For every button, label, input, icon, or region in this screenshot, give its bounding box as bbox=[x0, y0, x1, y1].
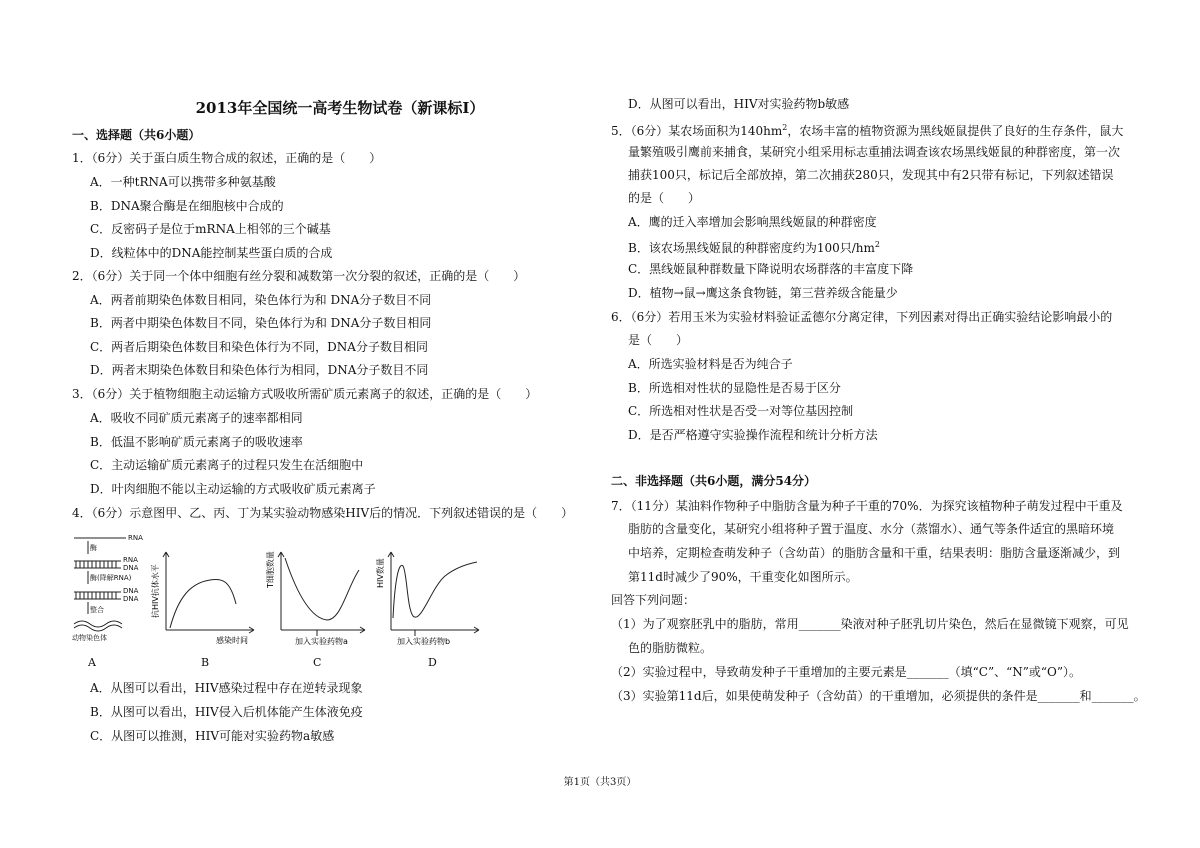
section-heading-2: 二、非选择题（共6小题，满分54分） bbox=[611, 474, 817, 488]
q2-option-b: B．两者中期染色体数目不同，染色体行为和 DNA分子数目相同 bbox=[90, 316, 432, 330]
q4-option-d: D．从图可以看出，HIV对实验药物b敏感 bbox=[628, 97, 850, 111]
fig-a-rna2: RNA bbox=[123, 556, 138, 564]
q5-option-d: D．植物→鼠→鹰这条食物链，第三营养级含能量少 bbox=[628, 286, 898, 300]
figure-label-a: A bbox=[88, 656, 96, 669]
q1-option-b: B．DNA聚合酶是在细胞核中合成的 bbox=[90, 199, 284, 213]
q3-stem: 3．（6分）关于植物细胞主动运输方式吸收所需矿质元素离子的叙述，正确的是（ ） bbox=[72, 387, 538, 401]
fig-a-enzyme: 酶 bbox=[90, 544, 97, 552]
q2-option-a: A．两者前期染色体数目相同，染色体行为和 DNA分子数目不同 bbox=[90, 293, 432, 307]
q3-option-a: A．吸收不同矿质元素离子的速率都相同 bbox=[90, 411, 303, 425]
page-title: 2013年全国统一高考生物试卷（新课标Ⅰ） bbox=[195, 99, 485, 117]
fig-b-ylabel: 抗HIV抗体水平 bbox=[151, 564, 160, 618]
fig-a-rna: RNA bbox=[128, 534, 143, 542]
q7-line-2: 脂肪的含量变化，某研究小组将种子置于温度、水分（蒸馏水）、通气等条件适宜的黑暗环境 bbox=[628, 522, 1115, 536]
fig-c-xlabel: 加入实验药物a bbox=[295, 637, 348, 646]
q7-sub-1-cont: 色的脂肪微粒。 bbox=[628, 641, 713, 655]
q2-stem: 2．（6分）关于同一个体中细胞有丝分裂和减数第一次分裂的叙述，正确的是（ ） bbox=[72, 269, 526, 283]
fig-a-dna2: DNA bbox=[123, 587, 139, 595]
q7-sub-2: （2）实验过程中，导致萌发种子干重增加的主要元素是_______（填“C”、“N”或“O”）。 bbox=[611, 665, 1081, 679]
q3-option-c: C．主动运输矿质元素离子的过程只发生在活细胞中 bbox=[90, 458, 364, 472]
figure-d-chart bbox=[375, 548, 485, 648]
fig-a-dna1: DNA bbox=[123, 564, 139, 572]
q2-option-d: D．两者末期染色体数目和染色体行为相同，DNA分子数目不同 bbox=[90, 363, 429, 377]
q4-option-a: A．从图可以看出，HIV感染过程中存在逆转录现象 bbox=[90, 681, 363, 695]
q2-option-c: C．两者后期染色体数目和染色体行为不同，DNA分子数目相同 bbox=[90, 340, 428, 354]
q7-line-5: 回答下列问题： bbox=[611, 593, 696, 607]
q5-option-a: A．鹰的迁入率增加会影响黑线姬鼠的种群密度 bbox=[628, 215, 877, 229]
q7-line-1: 7．（11分）某油料作物种子中脂肪含量为种子干重的70%．为探究该植物种子萌发过程中干重及 bbox=[611, 499, 1123, 513]
q1-option-c: C．反密码子是位于mRNA上相邻的三个碱基 bbox=[90, 222, 331, 236]
figure-label-b: B bbox=[201, 656, 210, 669]
q1-option-a: A．一种tRNA可以携带多种氨基酸 bbox=[90, 175, 276, 189]
q6-option-b: B．所选相对性状的显隐性是否易于区分 bbox=[628, 381, 841, 395]
q6-line-1: 6．（6分）若用玉米为实验材料验证孟德尔分离定律，下列因素对得出正确实验结论影响最小的 bbox=[611, 310, 1113, 324]
figure-label-c: C bbox=[313, 656, 322, 669]
fig-c-ylabel: T细胞数量 bbox=[266, 551, 275, 588]
q7-line-4: 第11d时减少了90%，干重变化如图所示。 bbox=[628, 570, 858, 584]
q1-option-d: D．线粒体中的DNA能控制某些蛋白质的合成 bbox=[90, 246, 333, 260]
fig-a-integrate: 整合 bbox=[90, 606, 104, 614]
q4-stem: 4．（6分）示意图甲、乙、丙、丁为某实验动物感染HIV后的情况．下列叙述错误的是（ ） bbox=[72, 506, 574, 520]
fig-a-enzyme2: 酶(降解RNA) bbox=[90, 574, 132, 582]
q6-option-d: D．是否严格遵守实验操作流程和统计分析方法 bbox=[628, 428, 878, 442]
figure-c-chart bbox=[265, 548, 375, 648]
figure-b-chart bbox=[150, 548, 260, 648]
page-footer: 第1页（共3页） bbox=[563, 777, 637, 788]
q5-line-3: 捕获100只，标记后全部放掉，第二次捕获280只，发现其中有2只带有标记，下列叙述错误 bbox=[628, 168, 1114, 182]
q4-option-b: B．从图可以看出，HIV侵入后机体能产生体液免疫 bbox=[90, 705, 363, 719]
q5-option-c: C．黑线姬鼠种群数量下降说明农场群落的丰富度下降 bbox=[628, 262, 914, 276]
q7-line-3: 中培养，定期检查萌发种子（含幼苗）的脂肪含量和干重，结果表明：脂肪含量逐渐减少，到 bbox=[628, 546, 1121, 560]
q5-line-1: 5．（6分）某农场面积为$140hm^2$，农场丰富的植物资源为黑线姬鼠提供了良好的生存条件，鼠大 bbox=[611, 123, 1124, 138]
q7-sub-3: （3）实验第11d后，如果使萌发种子（含幼苗）的干重增加，必须提供的条件是_______和_______。 bbox=[611, 689, 1146, 703]
q6-option-c: C．所选相对性状是否受一对等位基因控制 bbox=[628, 404, 854, 418]
q7-sub-1: （1）为了观察胚乳中的脂肪，常用_______染液对种子胚乳切片染色，然后在显微镜下观察，可见 bbox=[611, 617, 1129, 631]
q6-option-a: A．所选实验材料是否为纯合子 bbox=[628, 357, 793, 371]
figure-a-diagram bbox=[66, 528, 156, 648]
fig-a-dna3: DNA bbox=[123, 595, 139, 603]
q3-option-b: B．低温不影响矿质元素离子的吸收速率 bbox=[90, 435, 303, 449]
q5-line-4: 的是（ ） bbox=[628, 191, 701, 205]
fig-a-chromosome: 动物染色体 bbox=[72, 634, 107, 642]
q1-stem: 1．（6分）关于蛋白质生物合成的叙述，正确的是（ ） bbox=[72, 151, 382, 165]
q6-line-2: 是（ ） bbox=[628, 333, 689, 347]
q3-option-d: D．叶肉细胞不能以主动运输的方式吸收矿质元素离子 bbox=[90, 482, 376, 496]
fig-b-xlabel: 感染时间 bbox=[216, 636, 248, 645]
q4-option-c: C．从图可以推测，HIV可能对实验药物a敏感 bbox=[90, 729, 335, 743]
section-heading-1: 一、选择题（共6小题） bbox=[72, 128, 201, 142]
q5-line-2: 量繁殖吸引鹰前来捕食，某研究小组采用标志重捕法调查该农场黑线姬鼠的种群密度，第一次 bbox=[628, 145, 1121, 159]
q5-option-b: B．该农场黑线姬鼠的种群密度约为100只$/hm^2$ bbox=[628, 240, 880, 255]
figure-label-d: D bbox=[428, 656, 437, 669]
fig-d-ylabel: HIV数量 bbox=[376, 558, 385, 588]
fig-d-xlabel: 加入实验药物b bbox=[397, 637, 451, 646]
